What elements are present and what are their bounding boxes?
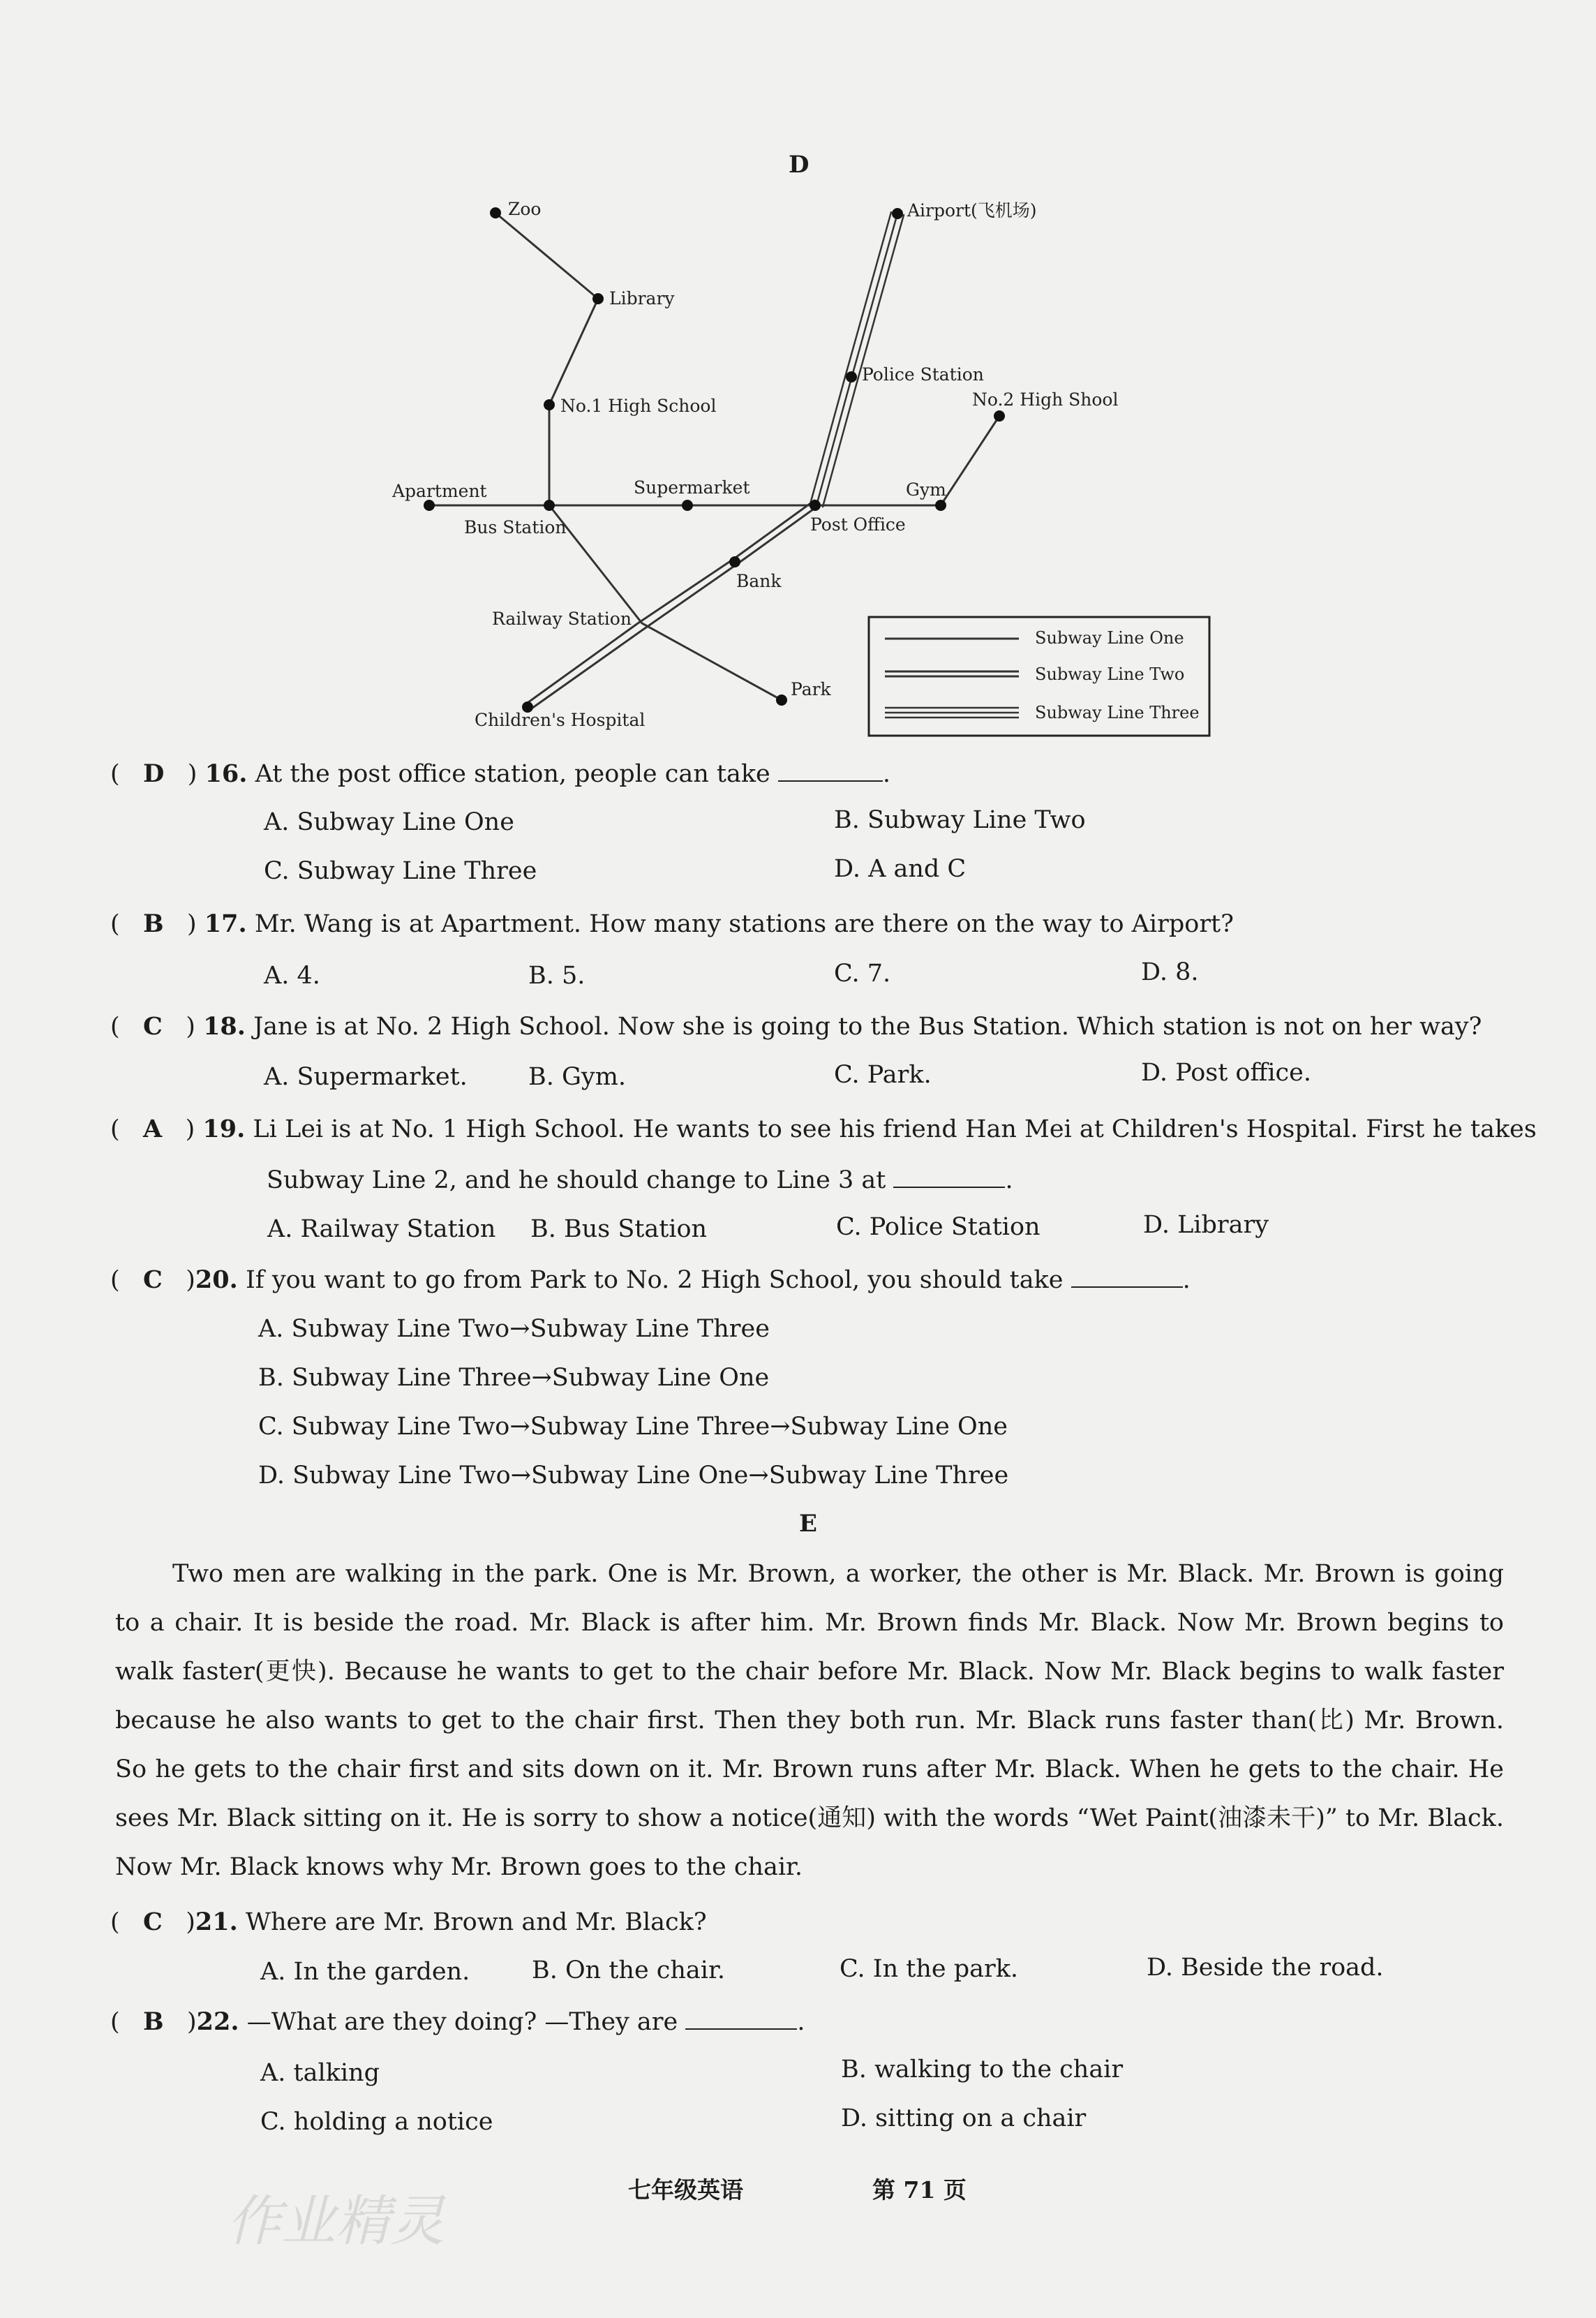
question-stem: At the post office station, people can take [255,760,770,788]
option: D. Post office. [1141,1059,1311,1087]
station-dot-police [846,371,857,382]
station-label: Supermarket [634,477,750,498]
question-19: ( A ) 19. Li Lei is at No. 1 High School. He wants to see his friend Han Mei at Children's Hospital. First he takes [110,1115,1537,1143]
answer-21: C [143,1908,163,1936]
answer-blank [685,2007,797,2030]
station-label: No.2 High Shool [972,389,1119,410]
station-dot-park [776,694,787,706]
station-dot-supermarket [682,500,693,511]
option: B. walking to the chair [841,2056,1124,2083]
footer-page: 第 71 页 [872,2176,967,2204]
option: B. Bus Station [530,1215,708,1243]
watermark-logo: 作业精灵 [227,2190,445,2253]
option: A. talking [260,2059,380,2087]
question-16: ( D ) 16. At the post office station, people can take . [110,759,891,788]
answer-blank [778,759,883,782]
option: C. Subway Line Two→Subway Line Three→Subway Line One [258,1413,1008,1441]
answer-blank [893,1166,1005,1188]
question-19-continued: Subway Line 2, and he should change to Line 3 at . [267,1166,1013,1194]
station-label: Airport(飞机场) [907,200,1037,221]
station-dot-gym [935,500,946,511]
station-label: Library [609,288,675,309]
question-18: ( C ) 18. Jane is at No. 2 High School. Now she is going to the Bus Station. Which station is not on her way? [110,1012,1482,1041]
station-dot-library [592,293,604,304]
question-stem: Subway Line 2, and he should change to Line 3 at [267,1166,886,1194]
station-label: Bus Station [464,517,567,537]
map-legend [869,617,1209,736]
question-stem: Mr. Wang is at Apartment. How many stations are there on the way to Airport? [254,910,1234,938]
station-dot-post [810,500,821,511]
subway-map [0,0,1596,754]
option: D. 8. [1141,958,1199,986]
section-d-heading: D [789,151,810,179]
line-three-path [810,212,904,507]
question-20: ( C )20. If you want to go from Park to No. 2 High School, you should take . [110,1265,1191,1294]
station-label: Park [791,679,831,699]
footer-subject: 七年级英语 [628,2176,743,2204]
question-21: ( C )21. Where are Mr. Brown and Mr. Black? [110,1908,707,1936]
option: D. sitting on a chair [841,2104,1087,2132]
answer-18: C [143,1012,163,1041]
question-number: 17. [204,909,247,938]
question-22: ( B )22. —What are they doing? —They are . [110,2007,805,2036]
question-number: 20. [195,1265,238,1294]
question-number: 16. [204,759,248,788]
question-number: 18. [203,1012,246,1041]
station-dot-zoo [490,207,501,218]
section-e-heading: E [799,1510,817,1538]
answer-20: C [143,1265,163,1294]
station-label: Police Station [862,364,984,385]
station-label: Railway Station [492,609,632,629]
station-label: Bank [736,571,782,591]
question-stem: Jane is at No. 2 High School. Now she is going to the Bus Station. Which station is not on her way? [253,1013,1482,1041]
station-dot-no2 [994,410,1005,422]
station-label: No.1 High School [560,396,717,416]
station-dot-bank [729,556,740,567]
option: B. On the chair. [532,1956,725,1984]
question-stem: Li Lei is at No. 1 High School. He wants to see his friend Han Mei at Children's Hospital. First he takes [253,1115,1537,1143]
answer-17: B [143,909,164,938]
option: C. holding a notice [260,2108,493,2136]
question-17: ( B ) 17. Mr. Wang is at Apartment. How many stations are there on the way to Airport? [110,909,1234,938]
option: D. Subway Line Two→Subway Line One→Subway Line Three [258,1462,1009,1489]
station-label: Zoo [508,199,542,219]
option: A. Railway Station [267,1215,496,1243]
question-number: 21. [195,1908,238,1936]
option: D. A and C [834,855,967,883]
option: B. Subway Line Three→Subway Line One [258,1364,770,1392]
legend-label: Subway Line Three [1035,703,1200,722]
question-stem: —What are they doing? —They are [246,2008,678,2036]
option: A. Subway Line Two→Subway Line Three [258,1315,770,1343]
option: C. Park. [834,1061,932,1089]
answer-22: B [143,2007,164,2036]
legend-label: Subway Line Two [1035,664,1185,684]
option: B. 5. [528,962,586,990]
option: A. In the garden. [260,1958,470,1986]
station-label: Apartment [392,481,487,501]
station-label: Children's Hospital [475,710,646,730]
station-dot-apartment [424,500,435,511]
question-stem: If you want to go from Park to No. 2 High School, you should take [245,1266,1064,1294]
answer-16: D [143,759,165,788]
station-label: Gym [906,480,946,500]
answer-19: A [143,1115,163,1143]
legend-label: Subway Line One [1035,628,1184,648]
option: C. 7. [834,960,891,988]
option: A. Supermarket. [264,1063,468,1091]
station-dot-airport [892,208,903,219]
passage-e: Two men are walking in the park. One is Mr. Brown, a worker, the other is Mr. Black. Mr. Brown is going to a chair. It is beside the road. Mr. Black is after him. Mr. Brown finds Mr. Black. Now Mr. Brown begins to walk faster(更快). Because he wants to get to the chair before Mr. Black. Now Mr. Black begins to walk faster because he also wants to get to the chair first. Then they both run. Mr. Black runs faster than(比) Mr. Brown. So he gets to the chair first and sits down on it. Mr. Brown runs after Mr. Black. When he gets to the chair. He sees Mr. Black sitting on it. He is sorry to show a notice(通知) with the words “Wet Paint(油漆未干)” to Mr. Black. Now Mr. Black knows why Mr. Brown goes to the chair. [115,1560,1504,1881]
question-stem: Where are Mr. Brown and Mr. Black? [245,1908,707,1936]
option: C. In the park. [840,1955,1019,1983]
option: C. Subway Line Three [264,857,537,885]
station-label: Post Office [810,514,906,535]
station-dot-no1 [544,399,555,410]
option: D. Beside the road. [1147,1954,1384,1982]
option: B. Gym. [528,1063,627,1091]
line-one-path [495,213,598,505]
question-number: 22. [196,2007,239,2036]
station-dot-bus [544,500,555,511]
option: A. Subway Line One [264,808,514,836]
question-number: 19. [202,1115,246,1143]
option: D. Library [1143,1211,1269,1239]
option: C. Police Station [836,1213,1041,1241]
option: B. Subway Line Two [834,806,1086,834]
option: A. 4. [264,962,320,990]
answer-blank [1071,1265,1183,1288]
